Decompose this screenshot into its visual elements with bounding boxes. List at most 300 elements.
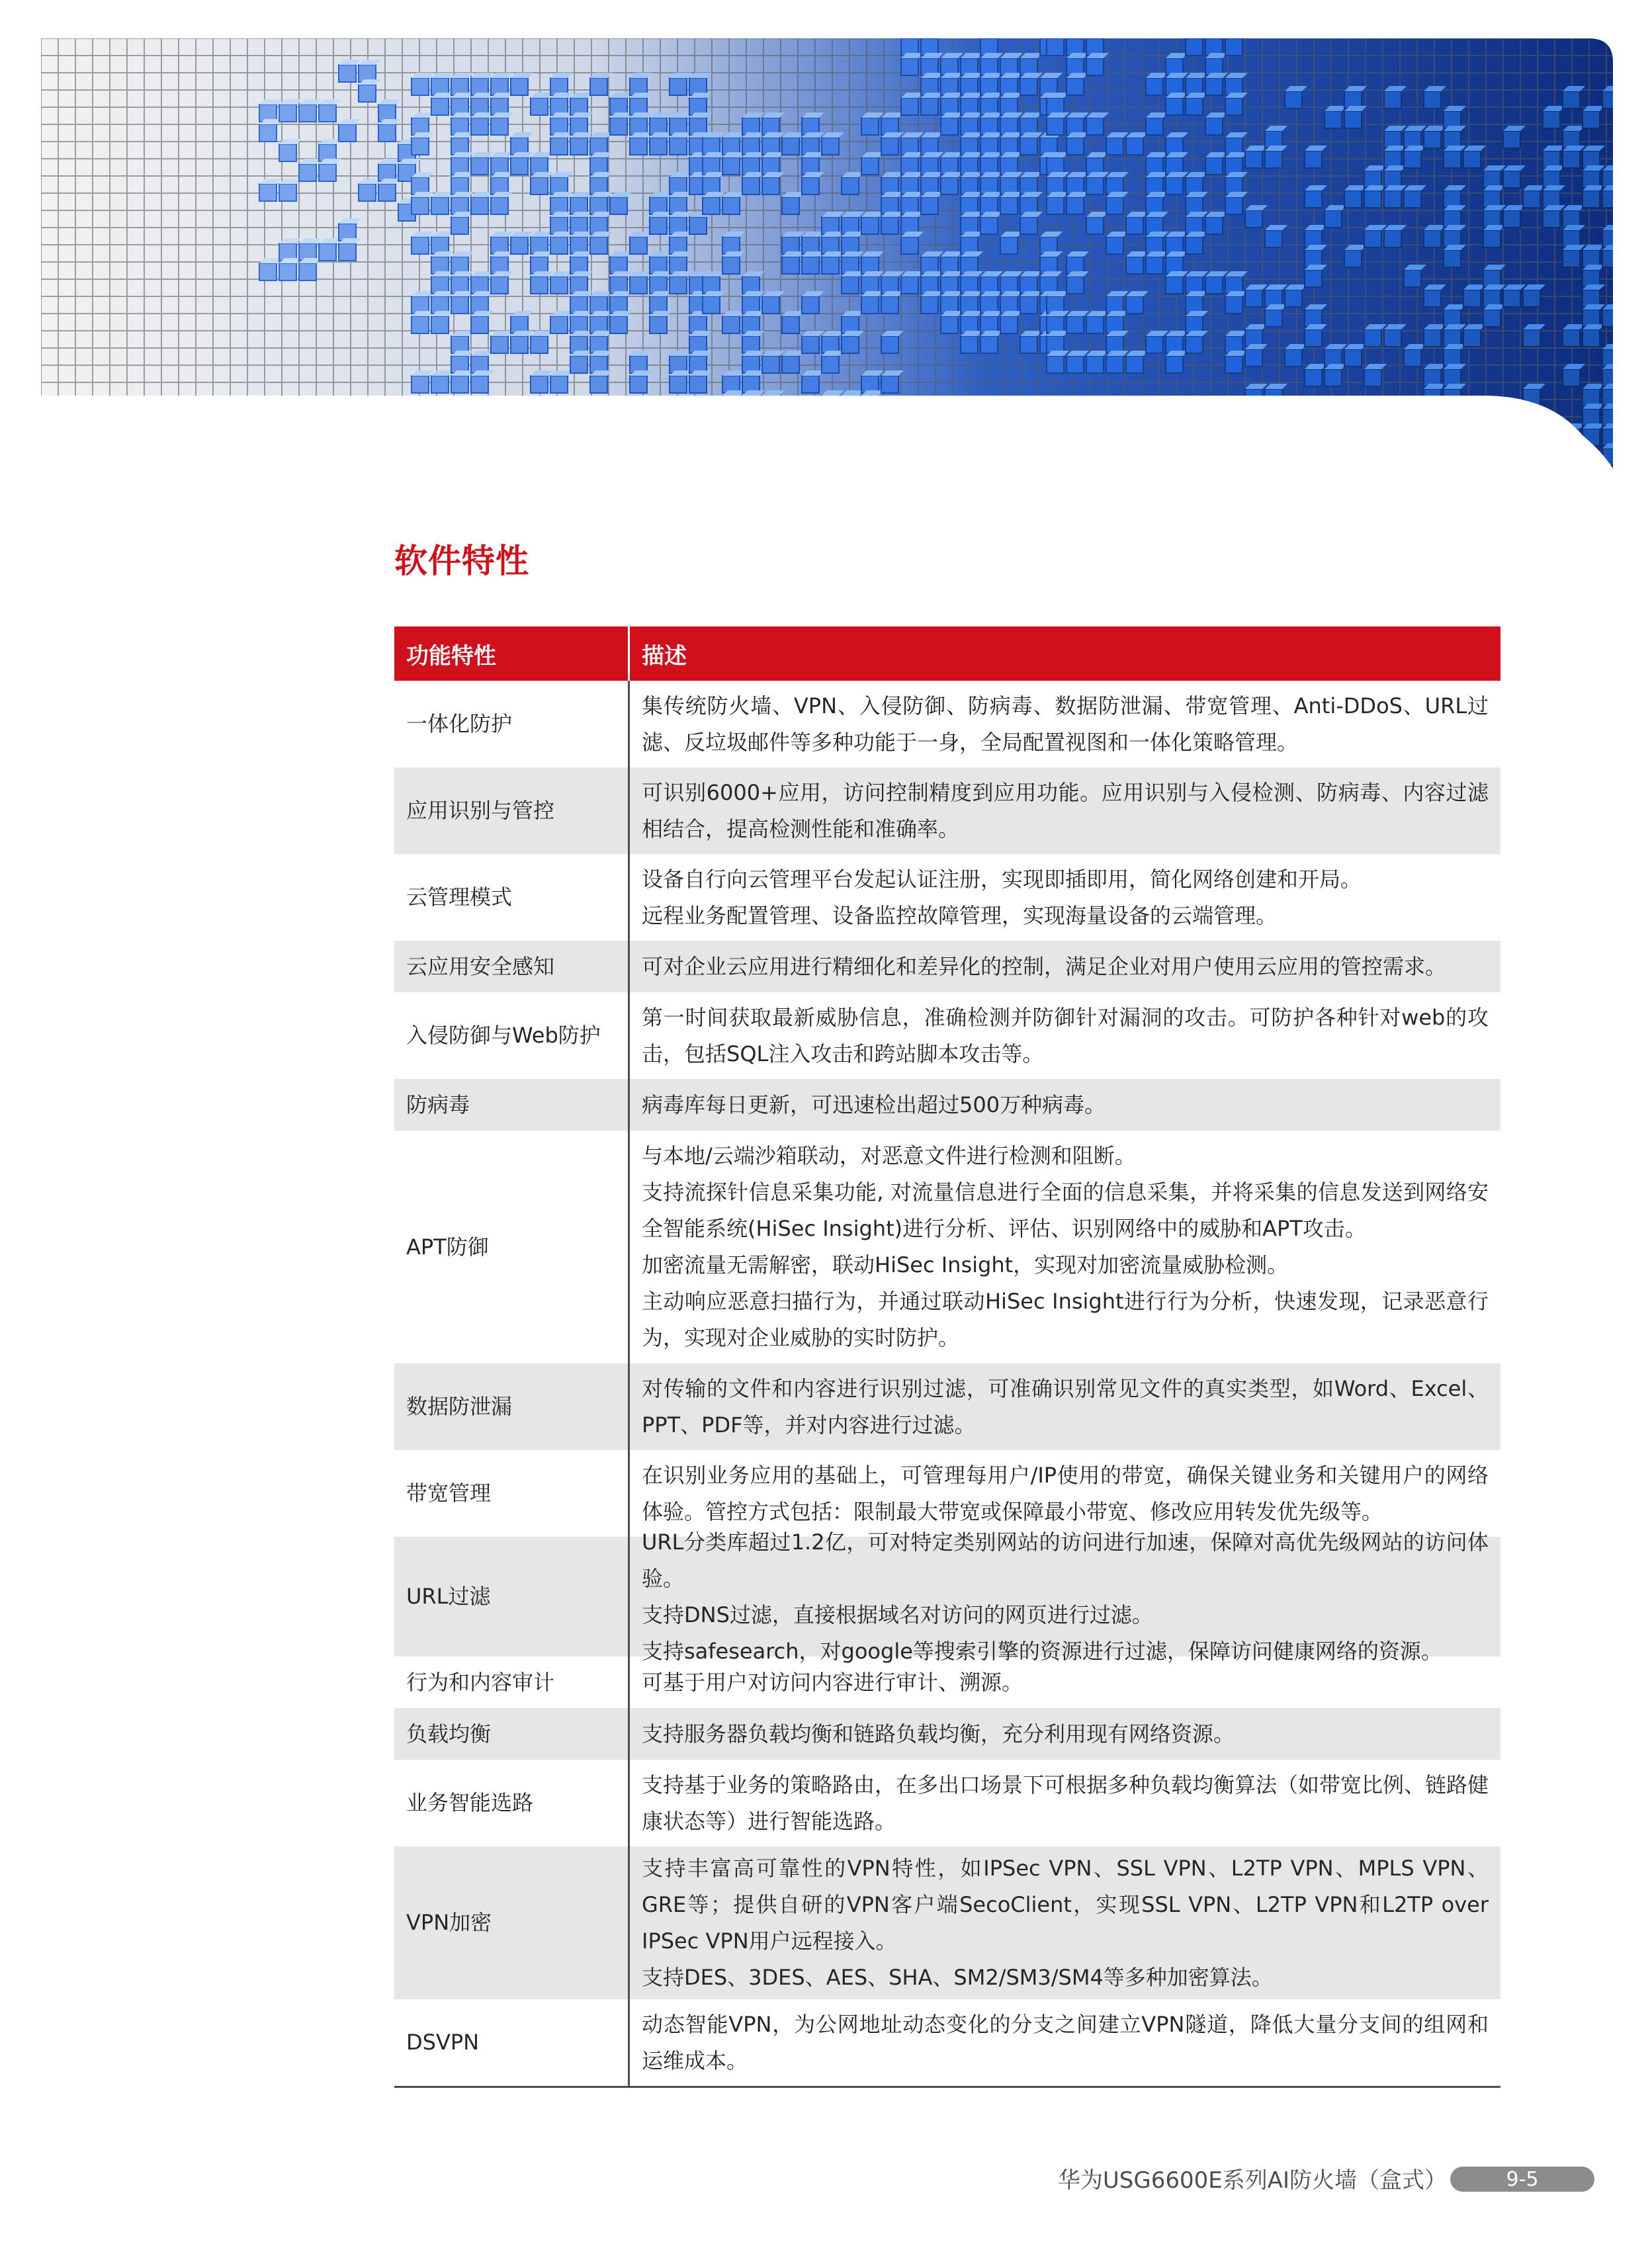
cube <box>1305 270 1322 287</box>
cube <box>1503 449 1520 466</box>
cube <box>339 243 356 261</box>
cube-artwork <box>41 38 1613 468</box>
cube <box>782 138 799 155</box>
cube <box>1563 250 1580 267</box>
cube <box>259 263 277 280</box>
cube <box>1066 356 1084 373</box>
cube <box>1602 191 1613 208</box>
cube <box>319 243 336 261</box>
cube <box>1523 290 1540 307</box>
cube <box>471 316 488 333</box>
description-line: 可识别6000+应用，访问控制精度到应用功能。应用识别与入侵检测、防病毒、内容过滤相结合，提高检测性能和准确率。 <box>642 779 1489 841</box>
cube <box>610 197 627 214</box>
cube <box>762 177 779 194</box>
cube <box>802 336 819 353</box>
description-line: 支持服务器负载均衡和链路负载均衡，充分利用现有网络资源。 <box>642 1721 1235 1746</box>
table-row <box>394 1760 1500 1846</box>
cube <box>1444 389 1461 406</box>
cube <box>1325 409 1342 426</box>
feature-name-cell: 云管理模式 <box>394 854 630 941</box>
cube <box>1364 191 1381 208</box>
cube <box>1325 369 1342 386</box>
cube <box>921 296 938 314</box>
cube <box>742 177 760 194</box>
cube <box>1543 111 1560 128</box>
cube <box>1503 290 1520 307</box>
description-cell <box>630 767 1500 854</box>
cube <box>822 257 839 274</box>
feature-name-cell: 业务智能选路 <box>394 1760 630 1846</box>
table-row <box>394 1529 1500 1664</box>
cube <box>1344 349 1362 366</box>
cube-top <box>1344 404 1367 409</box>
cube <box>941 177 958 194</box>
cube <box>822 356 839 373</box>
cube <box>412 197 429 214</box>
cube <box>451 296 468 314</box>
cube <box>1166 356 1183 373</box>
cube <box>1583 429 1600 446</box>
cube <box>1543 210 1560 228</box>
cube <box>511 336 528 353</box>
cube <box>1424 131 1441 148</box>
cube <box>1563 91 1580 108</box>
cube <box>1404 151 1421 168</box>
cube <box>1364 409 1381 426</box>
cube <box>1047 356 1064 373</box>
page-number-badge: 9-5 <box>1450 2167 1594 2192</box>
cube <box>1483 310 1500 327</box>
header-feature: 功能特性 <box>394 626 630 681</box>
cube <box>550 277 568 294</box>
cube <box>359 184 376 201</box>
cube <box>511 78 528 95</box>
cube <box>1344 429 1362 446</box>
cube <box>1205 277 1223 294</box>
cube-top <box>1285 443 1307 449</box>
cube <box>1146 118 1163 135</box>
cube <box>901 237 918 254</box>
cube <box>1000 237 1018 254</box>
cube <box>1086 356 1104 373</box>
cube <box>491 277 508 294</box>
cube <box>1384 429 1401 446</box>
cube <box>431 376 449 393</box>
description-cell <box>630 941 1500 992</box>
cube <box>471 118 488 135</box>
cube <box>1205 217 1223 234</box>
cube <box>1305 191 1322 208</box>
cube <box>1563 369 1580 386</box>
cube <box>1364 329 1381 347</box>
cube <box>1225 296 1242 314</box>
cube <box>941 316 958 333</box>
cube <box>471 157 488 175</box>
cube <box>1483 230 1500 247</box>
cube <box>1166 177 1183 194</box>
cube <box>1563 429 1580 446</box>
cube <box>550 237 568 254</box>
table-row <box>394 1363 1500 1450</box>
cube <box>1047 118 1064 135</box>
cube <box>1020 296 1037 314</box>
cube <box>1265 310 1282 327</box>
cube <box>980 217 998 234</box>
cube <box>1305 151 1322 168</box>
cube <box>1126 296 1143 314</box>
description-line: URL分类库超过1.2亿，可对特定类别网站的访问进行加速，保障对高优先级网站的访问体验。 <box>642 1529 1489 1591</box>
cube <box>1602 449 1613 466</box>
table-row <box>394 854 1500 941</box>
cube <box>1126 217 1143 234</box>
table-row <box>394 1657 1500 1708</box>
cube <box>1000 197 1018 214</box>
cube <box>901 277 918 294</box>
cube <box>1444 151 1461 168</box>
cube <box>1424 91 1441 108</box>
description-line: 对传输的文件和内容进行识别过滤，可准确识别常见文件的真实类型，如Word、Excel、PPT、PDF等，并对内容进行过滤。 <box>642 1375 1489 1438</box>
cube <box>1086 316 1104 333</box>
cube <box>980 336 998 353</box>
cube <box>1186 336 1203 353</box>
cube <box>921 197 938 214</box>
cube-top <box>1364 404 1387 409</box>
feature-name-cell: 应用识别与管控 <box>394 767 630 854</box>
cube <box>742 396 760 413</box>
cube <box>1602 250 1613 267</box>
cube <box>861 157 879 175</box>
cube <box>1404 270 1421 287</box>
description-cell <box>630 1657 1500 1708</box>
cube <box>921 98 938 115</box>
cube <box>842 277 859 294</box>
cube <box>471 197 488 214</box>
description-line: 在识别业务应用的基础上，可管理每用户/IP使用的带宽，确保关键业务和关键用户的网络体验。管控方式包括：限制最大带宽或保障最小带宽、修改应用转发优先级等。 <box>642 1462 1489 1524</box>
cube <box>1523 429 1540 446</box>
cube <box>722 316 740 333</box>
description-line: 支持safesearch，对google等搜索引擎的资源进行过滤，保障访问健康网络的资源。 <box>642 1638 1442 1664</box>
feature-name-cell: 带宽管理 <box>394 1450 630 1537</box>
feature-name-cell: 防病毒 <box>394 1079 630 1131</box>
description-line: 主动响应恶意扫描行为，并通过联动HiSec Insight进行行为分析，快速发现，记录恶意行为，实现对企业威胁的实时防护。 <box>642 1289 1489 1350</box>
cube <box>550 138 568 155</box>
cube <box>1602 91 1613 108</box>
description-cell <box>630 1846 1500 1999</box>
cube <box>1245 290 1262 307</box>
cube <box>802 257 819 274</box>
cube <box>511 237 528 254</box>
cube <box>1020 78 1037 95</box>
cube <box>1463 151 1481 168</box>
cube <box>1066 197 1084 214</box>
cube <box>1265 151 1282 168</box>
cube <box>570 138 587 155</box>
cube <box>1444 429 1461 446</box>
cube <box>881 376 898 393</box>
cube-top <box>1265 443 1287 449</box>
cube <box>762 356 779 373</box>
cube <box>590 78 607 95</box>
cube <box>1020 217 1037 234</box>
cube <box>782 197 799 214</box>
cube <box>1344 409 1362 426</box>
cube <box>550 316 568 333</box>
description-line: 集传统防火墙、VPN、入侵防御、防病毒、数据防泄漏、带宽管理、Anti-DDoS、URL过滤、反垃圾邮件等多种功能于一身，全局配置视图和一体化策略管理。 <box>642 693 1489 755</box>
cube <box>1047 38 1064 56</box>
description-cell <box>630 1529 1500 1664</box>
cube <box>1384 329 1401 347</box>
table-body <box>394 681 1500 2086</box>
cube <box>1583 111 1600 128</box>
cube <box>339 65 356 82</box>
footer-document-title: 华为USG6600E系列AI防火墙（盒式） <box>1057 2167 1447 2194</box>
cube <box>1265 230 1282 247</box>
cube <box>1285 290 1302 307</box>
cube <box>842 177 859 194</box>
cube <box>1344 191 1362 208</box>
description-line: 可对企业云应用进行精细化和差异化的控制，满足企业对用户使用云应用的管控需求。 <box>642 953 1447 979</box>
cube-top <box>1404 423 1426 429</box>
cube-top <box>1483 404 1506 409</box>
cube <box>1344 111 1362 128</box>
feature-name-cell: APT防御 <box>394 1131 630 1363</box>
description-line: 可基于用户对访问内容进行审计、溯源。 <box>642 1669 1023 1695</box>
cube <box>670 277 687 294</box>
cube-top <box>1503 443 1526 449</box>
cube <box>1126 356 1143 373</box>
cube-top <box>1325 443 1347 449</box>
cube <box>259 124 277 142</box>
cube <box>881 336 898 353</box>
description-line: 支持基于业务的策略路由，在多出口场景下可根据多种负载均衡算法（如带宽比例、链路健康状态等）进行智能选路。 <box>642 1772 1489 1834</box>
cube <box>299 105 316 122</box>
cube-top <box>1444 423 1466 429</box>
description-line: 第一时间获取最新威胁信息，准确检测并防御针对漏洞的攻击。可防护各种针对web的攻击，包括SQL注入攻击和跨站脚本攻击等。 <box>642 1004 1489 1066</box>
feature-name-cell: 云应用安全感知 <box>394 941 630 992</box>
cube-top <box>1305 404 1327 409</box>
feature-name-cell: DSVPN <box>394 1999 630 2086</box>
cube <box>378 184 396 201</box>
cube <box>762 396 779 413</box>
cube <box>1086 217 1104 234</box>
cube <box>319 164 336 181</box>
cube <box>1424 329 1441 347</box>
cube <box>861 217 879 234</box>
cube <box>782 257 799 274</box>
cube <box>1483 409 1500 426</box>
cube <box>650 316 667 333</box>
cube <box>1523 191 1540 208</box>
cube <box>1086 118 1104 135</box>
cube <box>531 277 548 294</box>
cube <box>802 296 819 314</box>
cube <box>1106 197 1123 214</box>
cube <box>861 118 879 135</box>
cube <box>670 78 687 95</box>
cube <box>1523 389 1540 406</box>
cube <box>550 376 568 393</box>
cube <box>1404 409 1421 426</box>
cube <box>531 177 548 194</box>
cube <box>1424 389 1441 406</box>
cube <box>722 396 740 413</box>
cube <box>1066 316 1084 333</box>
cube <box>1245 389 1262 406</box>
description-line: 动态智能VPN，为公网地址动态变化的分支之间建立VPN隧道，降低大量分支间的组网和运维成本。 <box>642 2011 1489 2073</box>
description-cell <box>630 992 1500 1079</box>
cube <box>1404 349 1421 366</box>
cube <box>1225 38 1242 56</box>
table-row <box>394 1079 1500 1131</box>
cube <box>689 217 707 234</box>
cube <box>782 316 799 333</box>
description-line: 支持丰富高可靠性的VPN特性，如IPSec VPN、SSL VPN、L2TP VPN、MPLS VPN、GRE等；提供自研的VPN客户端SecoClient，实现SSL VPN、L2TP VPN和L2TP over IPSec VPN用户远程接入。 <box>642 1855 1489 1954</box>
feature-name-cell: 入侵防御与Web防护 <box>394 992 630 1079</box>
cube <box>1424 290 1441 307</box>
cube <box>1483 429 1500 446</box>
cube <box>412 78 429 95</box>
cube <box>650 217 667 234</box>
cube <box>1503 210 1520 228</box>
cube <box>299 263 316 280</box>
cube <box>1285 91 1302 108</box>
feature-name-cell: VPN加密 <box>394 1846 630 1999</box>
table-row <box>394 1708 1500 1760</box>
cube <box>1066 277 1084 294</box>
cube-top <box>1444 443 1466 449</box>
section-title: 软件特性 <box>394 542 529 580</box>
cube <box>279 184 296 201</box>
cube <box>1285 429 1302 446</box>
cube-top <box>1265 423 1287 429</box>
cube <box>1305 449 1322 466</box>
cube <box>901 98 918 115</box>
cube <box>1225 197 1242 214</box>
cube <box>1463 409 1481 426</box>
cube <box>610 316 627 333</box>
cube <box>1563 151 1580 168</box>
header-description: 描述 <box>642 642 687 669</box>
table-row <box>394 1846 1500 1999</box>
cube <box>1523 329 1540 347</box>
cube <box>451 376 468 393</box>
cube-top <box>1384 423 1407 429</box>
feature-name-cell: 数据防泄漏 <box>394 1363 630 1450</box>
cube <box>1325 210 1342 228</box>
cube <box>802 376 819 393</box>
cube <box>259 184 277 201</box>
cube <box>531 336 548 353</box>
cube <box>1106 138 1123 155</box>
cube <box>1563 329 1580 347</box>
cube <box>1047 197 1064 214</box>
cube <box>861 296 879 314</box>
cube <box>822 396 839 413</box>
cube-top <box>1305 443 1327 449</box>
cube <box>630 138 647 155</box>
cube <box>279 144 296 161</box>
cube <box>822 138 839 155</box>
cube <box>590 237 607 254</box>
cube <box>1106 356 1123 373</box>
cube <box>279 105 296 122</box>
description-cell <box>630 1363 1500 1450</box>
feature-name-cell: URL过滤 <box>394 1537 630 1657</box>
cube <box>630 376 647 393</box>
cube <box>1325 449 1342 466</box>
cube <box>1305 329 1322 347</box>
description-cell <box>630 1760 1500 1846</box>
cube <box>861 396 879 413</box>
cube <box>1384 230 1401 247</box>
cube <box>378 124 396 142</box>
cube-top <box>1364 423 1387 429</box>
cube <box>590 376 607 393</box>
cube <box>471 376 488 393</box>
cube <box>1305 409 1322 426</box>
cube <box>802 177 819 194</box>
cube <box>1404 191 1421 208</box>
description-cell <box>630 1079 1500 1131</box>
table-header-row <box>394 626 1500 681</box>
description-line: 支持流探针信息采集功能, 对流量信息进行全面的信息采集，并将采集的信息发送到网络安全智能系统(HiSec Insight)进行分析、评估、识别网络中的威胁和APT攻击。 <box>642 1180 1489 1241</box>
cube-top <box>1404 404 1426 409</box>
description-line: 支持DNS过滤，直接根据域名对访问的网页进行过滤。 <box>642 1602 1153 1627</box>
description-cell <box>630 854 1500 941</box>
cube <box>842 336 859 353</box>
software-features-table <box>394 626 1500 2088</box>
cube <box>1344 250 1362 267</box>
cube <box>722 197 740 214</box>
cube-top <box>1344 423 1367 429</box>
table-row <box>394 992 1500 1079</box>
cube <box>941 118 958 135</box>
cube <box>1066 138 1084 155</box>
cube <box>531 98 548 115</box>
cube <box>670 138 687 155</box>
cube-top <box>1463 404 1486 409</box>
cube <box>1225 98 1242 115</box>
cube <box>1020 138 1037 155</box>
table-row <box>394 1999 1500 2086</box>
cube <box>881 296 898 314</box>
cube <box>1305 369 1322 386</box>
table-row <box>394 1131 1500 1363</box>
cube <box>511 157 528 175</box>
description-cell <box>630 681 1500 767</box>
cube <box>1602 310 1613 327</box>
cube-top <box>1523 423 1545 429</box>
cube <box>570 356 587 373</box>
cube <box>842 396 859 413</box>
cube <box>299 164 316 181</box>
cube <box>1265 449 1282 466</box>
cube <box>431 197 449 214</box>
cube <box>689 376 707 393</box>
cube <box>1265 429 1282 446</box>
table-row <box>394 941 1500 992</box>
cube <box>491 197 508 214</box>
cube <box>762 296 779 314</box>
cube <box>881 138 898 155</box>
cube <box>412 138 429 155</box>
description-line: 支持DES、3DES、AES、SHA、SM2/SM3/SM4等多种加密算法。 <box>642 1964 1273 1990</box>
cube <box>1000 316 1018 333</box>
cube <box>1444 449 1461 466</box>
cube <box>1205 118 1223 135</box>
cube <box>1086 177 1104 194</box>
cube <box>961 336 978 353</box>
